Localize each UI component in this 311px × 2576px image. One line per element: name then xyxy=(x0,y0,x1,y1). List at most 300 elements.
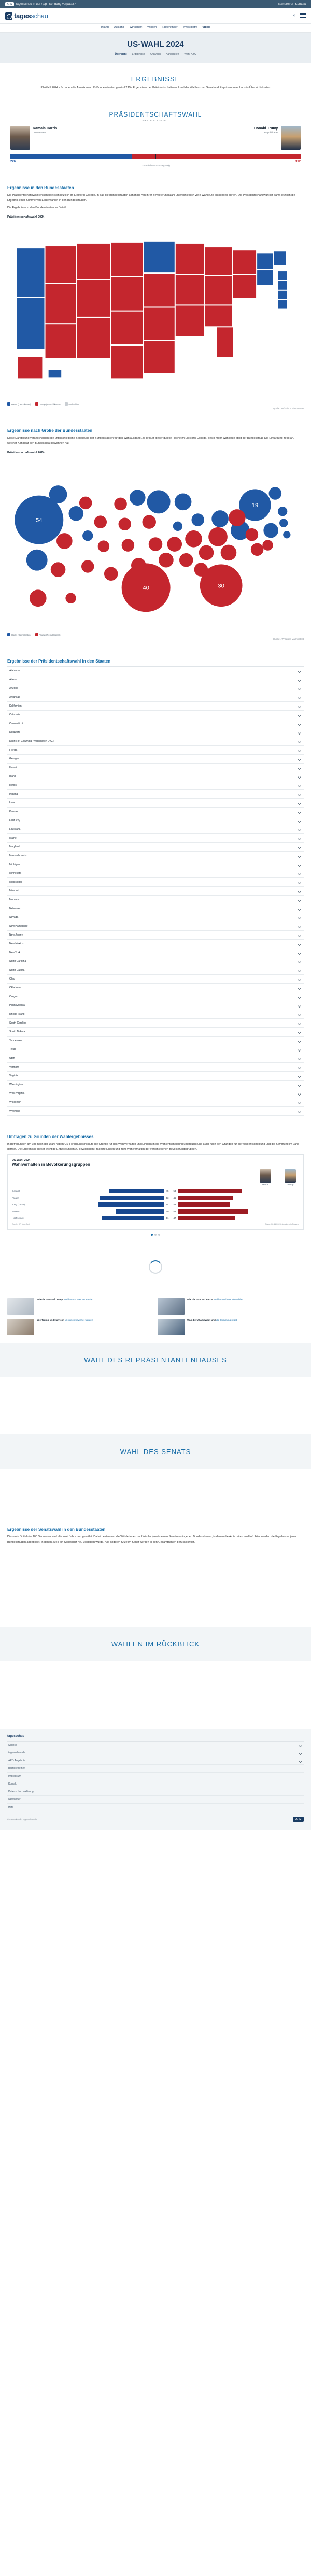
chart-bar-row xyxy=(12,1215,299,1221)
footer-item-tagesschau[interactable] xyxy=(7,1749,304,1757)
teaser-lead: Was die USA bewegt und xyxy=(187,1319,216,1322)
svg-text:30: 30 xyxy=(218,583,224,589)
footer-item-kontakt[interactable] xyxy=(7,1780,304,1788)
chart-footer xyxy=(12,1223,299,1225)
chevron-down-icon xyxy=(298,898,301,902)
chevron-down-icon xyxy=(298,933,301,937)
chart-value-trump: 53 xyxy=(173,1190,176,1193)
footer-item-label: Impressum xyxy=(8,1775,21,1778)
candidate-party-trump: Republikaner xyxy=(264,131,278,134)
state-label: Kentucky xyxy=(9,819,20,823)
chart-category-label: Gesamt xyxy=(12,1190,20,1193)
candidate-party-harris: Demokraten xyxy=(33,131,46,134)
teaser-item[interactable] xyxy=(7,1319,153,1335)
chevron-down-icon xyxy=(298,687,301,690)
state-label: Montana xyxy=(9,898,20,902)
state-row-iowa[interactable] xyxy=(7,799,304,808)
footer-item-label: Newsletter xyxy=(8,1798,21,1802)
chart-legend-harris xyxy=(260,1169,271,1186)
state-row-kalifornien[interactable] xyxy=(7,702,304,711)
nav-item-ausland[interactable]: Ausland xyxy=(114,26,124,29)
chevron-down-icon xyxy=(298,819,301,823)
chevron-down-icon xyxy=(298,969,301,972)
state-row-colorado[interactable] xyxy=(7,711,304,719)
state-label: Wyoming xyxy=(9,1110,20,1113)
state-label: South Dakota xyxy=(9,1030,25,1034)
state-label: Missouri xyxy=(9,889,19,893)
chevron-down-icon xyxy=(298,713,301,717)
states-heading: Ergebnisse der Präsidentschaftswahl in den Staaten xyxy=(7,659,111,664)
chevron-down-icon xyxy=(298,854,301,858)
electoral-bar-rep xyxy=(132,154,301,159)
masthead-right xyxy=(293,13,306,18)
state-label: Connecticut xyxy=(9,722,23,726)
chart-bars xyxy=(12,1188,299,1221)
chevron-down-icon xyxy=(299,1744,302,1747)
teaser-item[interactable] xyxy=(7,1298,153,1315)
state-row-illinois[interactable] xyxy=(7,781,304,790)
teaser-text: Wählen und was sie wählte xyxy=(213,1298,243,1301)
state-row-montana[interactable] xyxy=(7,896,304,904)
nav-item-wissen[interactable]: Wissen xyxy=(147,26,157,29)
chevron-down-icon xyxy=(298,837,301,840)
legend-swatch-rep xyxy=(35,402,38,406)
electoral-bar-wrap xyxy=(7,150,304,167)
state-row-arkansas[interactable] xyxy=(7,693,304,702)
legend-label-open: noch offen xyxy=(68,402,79,406)
chevron-down-icon xyxy=(298,775,301,779)
chevron-down-icon xyxy=(298,704,301,708)
svg-text:40: 40 xyxy=(143,585,149,592)
chevron-down-icon xyxy=(298,1101,301,1104)
page-title: US-WAHL 2024 xyxy=(127,40,184,49)
state-label: Arizona xyxy=(9,687,18,690)
state-row-west-virginia[interactable] xyxy=(7,1089,304,1098)
senate-states-heading: Ergebnisse der Senatswahl in den Bundesstaaten xyxy=(7,1527,106,1532)
chevron-down-icon xyxy=(298,1083,301,1087)
chart-kicker: US-Wahl 2024 xyxy=(12,1159,31,1162)
nav-item-inland[interactable]: Inland xyxy=(101,26,109,29)
nav-item-video[interactable]: Video xyxy=(202,26,210,29)
state-label: Washington xyxy=(9,1083,23,1087)
chart-legend-label-harris: Harris xyxy=(262,1183,268,1186)
state-row-utah[interactable] xyxy=(7,1054,304,1063)
ard-logo-chip[interactable]: ARD xyxy=(5,2,14,6)
chevron-down-icon xyxy=(298,951,301,955)
results-section xyxy=(0,63,311,99)
state-row-kansas[interactable] xyxy=(7,808,304,816)
state-row-ohio[interactable] xyxy=(7,975,304,984)
state-row-minnesota[interactable] xyxy=(7,869,304,878)
utility-bar xyxy=(0,0,311,8)
chart-value-harris: 51 xyxy=(166,1217,169,1220)
electoral-heading: Ergebnisse in den Bundesstaaten xyxy=(7,185,74,190)
footer-bottom xyxy=(7,1817,304,1822)
survey-section xyxy=(0,1123,311,1343)
site-logo[interactable] xyxy=(5,12,48,20)
state-label: Alaska xyxy=(9,678,18,682)
bubble-map-section xyxy=(0,417,311,647)
state-label: Texas xyxy=(9,1048,17,1052)
chevron-down-icon xyxy=(298,1004,301,1008)
state-row-missouri[interactable] xyxy=(7,887,304,896)
chevron-down-icon xyxy=(298,942,301,946)
footer-item-hilfe[interactable] xyxy=(7,1804,304,1811)
state-label: New Hampshire xyxy=(9,925,28,928)
teaser-thumbnail xyxy=(158,1298,185,1315)
state-label: Oklahoma xyxy=(9,986,21,990)
chart-value-trump: 45 xyxy=(173,1197,176,1200)
state-label: Minnesota xyxy=(9,872,22,875)
state-row-connecticut[interactable] xyxy=(7,719,304,728)
chevron-down-icon xyxy=(298,1057,301,1060)
electoral-vote-numbers xyxy=(10,160,301,163)
teaser-thumbnail xyxy=(7,1298,34,1315)
review-title: WAHLEN IM RÜCKBLICK xyxy=(111,1640,200,1648)
chevron-down-icon xyxy=(298,722,301,726)
subnav-item-wahlabc[interactable]: Wahl-ABC xyxy=(184,53,196,56)
chevron-down-icon xyxy=(298,801,301,805)
state-label: Iowa xyxy=(9,801,15,805)
chart-value-harris: 53 xyxy=(166,1197,169,1200)
chart-category-label: Frauen xyxy=(12,1197,19,1200)
footer xyxy=(0,1729,311,1830)
chart-source: Quelle: AP VoteCast xyxy=(12,1223,30,1226)
state-row-michigan[interactable] xyxy=(7,860,304,869)
state-row-new-mexico[interactable] xyxy=(7,940,304,948)
footer-item-impressum[interactable] xyxy=(7,1773,304,1780)
chevron-down-icon xyxy=(298,740,301,743)
state-label: Nevada xyxy=(9,916,19,919)
footer-item-label: Datenschutzerklärung xyxy=(8,1790,34,1794)
chevron-down-icon xyxy=(298,669,301,673)
candidate-photo-harris xyxy=(10,126,30,150)
states-section xyxy=(0,647,311,1123)
footer-item-datenschutz[interactable] xyxy=(7,1788,304,1796)
chevron-down-icon xyxy=(298,916,301,919)
state-row-vermont[interactable] xyxy=(7,1063,304,1072)
chart-category-label: Hochschule xyxy=(12,1217,24,1220)
chevron-down-icon xyxy=(298,872,301,875)
state-label: Oregon xyxy=(9,995,18,999)
map2-label: Präsidentschaftswahl 2024 xyxy=(7,451,45,455)
state-label: Vermont xyxy=(9,1066,19,1069)
state-row-nebraska[interactable] xyxy=(7,904,304,913)
electoral-votes-harris: 226 xyxy=(10,160,16,163)
footer-item-label: ARD Angebote xyxy=(8,1759,26,1763)
map1-label: Präsidentschaftswahl 2024 xyxy=(7,215,45,219)
chart-category-label: Männer xyxy=(12,1210,20,1213)
state-row-new-hampshire[interactable] xyxy=(7,922,304,931)
state-label: South Carolina xyxy=(9,1021,27,1025)
candidate-harris xyxy=(10,126,144,150)
state-row-alabama[interactable] xyxy=(7,667,304,675)
state-label: Florida xyxy=(9,749,18,752)
electoral-vote-bar xyxy=(10,154,301,159)
logo-light: schau xyxy=(31,12,48,20)
state-row-delaware[interactable] xyxy=(7,728,304,737)
chart-title: Wahlverhalten in Bevölkerungsgruppen xyxy=(12,1162,90,1168)
state-row-oklahoma[interactable] xyxy=(7,984,304,992)
states-accordion xyxy=(7,666,304,1116)
utility-link-app[interactable]: tagesschau in der App xyxy=(16,3,47,6)
state-label: Ohio xyxy=(9,977,15,981)
bubble-paragraph: Diese Darstellung veranschaulicht die unterschiedliche Bedeutung der Bundesstaaten für den Wahlausgang. Je größer dieser dunkle Fläche im Electoral College, desto mehr Wahlleute stellt der Bundesstaat. Die Einfärbung zeigt an, welcher Kandidat den Bundesstaat gewonnen hat. xyxy=(7,437,294,445)
state-row-south-dakota[interactable] xyxy=(7,1028,304,1037)
utility-link-sendung[interactable]: Sendung verpasst? xyxy=(49,3,76,6)
main-navigation xyxy=(0,24,311,33)
state-row-dc[interactable] xyxy=(7,737,304,746)
chevron-down-icon xyxy=(298,1048,301,1052)
state-label: North Carolina xyxy=(9,960,26,963)
teaser-lead: Wie die USA auf Harris xyxy=(187,1298,213,1301)
state-label: Delaware xyxy=(9,731,21,735)
subnav-item-analysen[interactable]: Analysen xyxy=(150,53,161,56)
footer-item-newsletter[interactable] xyxy=(7,1796,304,1804)
map2-source: Quelle: AP/Edison via Infratest xyxy=(273,638,304,641)
electoral-explainer xyxy=(0,174,311,417)
footer-item-label: Kontakt xyxy=(8,1782,17,1786)
chevron-down-icon xyxy=(298,731,301,735)
chevron-down-icon xyxy=(298,960,301,963)
footer-item-ard-angebote[interactable] xyxy=(7,1757,304,1765)
state-label: Maine xyxy=(9,837,17,840)
senate-states-section xyxy=(0,1516,311,1554)
state-row-indiana[interactable] xyxy=(7,790,304,799)
state-label: Indiana xyxy=(9,793,18,796)
copyright: © ARD-aktuell / tagesschau.de xyxy=(7,1818,37,1821)
state-row-wyoming[interactable] xyxy=(7,1107,304,1116)
footer-item-service[interactable] xyxy=(7,1742,304,1749)
house-title: WAHL DES REPRÄSENTANTENHAUSES xyxy=(84,1356,227,1364)
chart-stand: Stand: 06.11.2024, Angaben in Prozent xyxy=(264,1223,299,1226)
state-row-new-york[interactable] xyxy=(7,948,304,957)
legend2-swatch-dem xyxy=(7,633,10,636)
logo-bold: tages xyxy=(14,12,31,20)
chevron-down-icon xyxy=(298,1074,301,1078)
chevron-down-icon xyxy=(298,995,301,999)
subnav-item-uebersicht[interactable]: Übersicht xyxy=(115,53,127,56)
chevron-down-icon xyxy=(298,678,301,682)
state-row-mississippi[interactable] xyxy=(7,878,304,887)
teaser-text: die Stimmung prägt xyxy=(216,1319,237,1322)
state-label: Kalifornien xyxy=(9,704,22,708)
state-row-kentucky[interactable] xyxy=(7,816,304,825)
teaser-text: Vergleich bewertet werden xyxy=(65,1319,93,1322)
footer-item-label: Barrierefreiheit xyxy=(8,1767,25,1771)
chevron-down-icon xyxy=(298,881,301,884)
legend2-swatch-rep xyxy=(35,633,38,636)
state-row-south-carolina[interactable] xyxy=(7,1019,304,1028)
nav-item-faktenfinder[interactable]: Faktenfinder xyxy=(162,26,178,29)
state-label: District of Columbia (Washington D.C.) xyxy=(9,740,54,743)
chevron-down-icon xyxy=(298,977,301,981)
section-subnav xyxy=(0,53,311,56)
legend2-label-rep: Trump (Republikaner) xyxy=(39,633,61,636)
state-row-florida[interactable] xyxy=(7,746,304,755)
state-label: Pennsylvania xyxy=(9,1004,25,1008)
chevron-down-icon xyxy=(298,925,301,928)
state-row-oregon[interactable] xyxy=(7,992,304,1001)
state-row-nevada[interactable] xyxy=(7,913,304,922)
chart-bar-row xyxy=(12,1195,299,1201)
house-section xyxy=(0,1343,311,1377)
state-label: Louisiana xyxy=(9,828,21,831)
nav-item-investigativ[interactable]: Investigativ xyxy=(182,26,197,29)
menu-icon[interactable] xyxy=(300,13,306,18)
map1-source: Quelle: AP/Edison via Infratest xyxy=(273,407,304,410)
electoral-paragraph-2: Die Ergebnisse in den Bundesstaaten im Detail: xyxy=(7,206,67,209)
state-label: New York xyxy=(9,951,21,955)
electoral-bar-dem xyxy=(10,154,132,159)
senate-title: WAHL DES SENATS xyxy=(120,1448,191,1456)
svg-text:19: 19 xyxy=(251,502,259,509)
state-row-maryland[interactable] xyxy=(7,843,304,852)
state-label: Illinois xyxy=(9,784,17,787)
ard-logo[interactable]: ARD xyxy=(293,1817,304,1822)
teaser-item[interactable] xyxy=(158,1298,304,1315)
legend-label-rep: Trump (Republikaner) xyxy=(39,402,61,406)
teaser-thumbnail xyxy=(158,1319,185,1335)
state-label: Kansas xyxy=(9,810,18,814)
state-label: New Mexico xyxy=(9,942,24,946)
survey-heading: Umfragen zu Gründen der Wahlergebnisses xyxy=(7,1134,94,1140)
teaser-item[interactable] xyxy=(158,1319,304,1335)
state-row-new-jersey[interactable] xyxy=(7,931,304,940)
page-header xyxy=(0,33,311,63)
legend-label-dem: Harris (Demokraten) xyxy=(11,402,31,406)
state-row-wisconsin[interactable] xyxy=(7,1098,304,1107)
chart-photo-trump xyxy=(285,1169,296,1183)
state-label: Massachusetts xyxy=(9,854,27,858)
chevron-down-icon xyxy=(298,757,301,761)
teaser-lead: Wie Trump und Harris in xyxy=(37,1319,65,1322)
chart-value-harris: 40 xyxy=(166,1210,169,1213)
chart-legend xyxy=(12,1169,299,1186)
state-label: Wisconsin xyxy=(9,1101,21,1104)
voter-groups-chart[interactable] xyxy=(7,1154,304,1230)
legend-swatch-open xyxy=(65,402,68,406)
chevron-down-icon xyxy=(298,696,301,699)
state-label: Idaho xyxy=(9,775,16,779)
chart-bar-row xyxy=(12,1202,299,1207)
state-row-rhode-island[interactable] xyxy=(7,1010,304,1019)
state-row-idaho[interactable] xyxy=(7,772,304,781)
state-row-tennessee[interactable] xyxy=(7,1037,304,1045)
majority-note: 270 Wahlleute zum Sieg nötig xyxy=(141,164,170,167)
state-label: Nebraska xyxy=(9,907,21,911)
senate-section xyxy=(0,1434,311,1469)
state-row-pennsylvania[interactable] xyxy=(7,1001,304,1010)
senate-states-paragraph: Diese ein Drittel der 100 Senatoren wird alle zwei Jahre neu gewählt. Dabei bestimmen die Wählerinnen und Wähler jeweils einen Senatoren in jenen Bundesstaaten, in denen die Amtszeiten ausläuft. Hier werden die Ergebnisse jener Bundesstaaten abgebildet, in denen 2024 ein Senatssitz neu vergeben wurde. Alle anderen Sitze im Senat werden in den Gesamtzahlen berücksichtigt. xyxy=(7,1535,296,1544)
chevron-down-icon xyxy=(298,1013,301,1016)
chart-value-harris: 45 xyxy=(166,1190,169,1193)
state-row-georgia[interactable] xyxy=(7,755,304,764)
teaser-text: Wählen und was sie wählte xyxy=(63,1298,93,1301)
review-section xyxy=(0,1627,311,1661)
teaser-lead: Wie die USA auf Trump xyxy=(37,1298,63,1301)
state-row-hawaii[interactable] xyxy=(7,764,304,772)
state-row-arizona[interactable] xyxy=(7,684,304,693)
chart-category-label: Jung (18-29) xyxy=(12,1203,25,1206)
footer-item-barrierefreiheit[interactable] xyxy=(7,1765,304,1773)
us-bubble-map[interactable] xyxy=(7,456,304,631)
state-row-washington[interactable] xyxy=(7,1081,304,1089)
masthead xyxy=(0,8,311,24)
utility-left xyxy=(5,2,76,6)
state-row-alaska[interactable] xyxy=(7,675,304,684)
svg-text:54: 54 xyxy=(36,517,43,524)
map2-legend xyxy=(7,633,304,636)
nav-item-wirtschaft[interactable]: Wirtschaft xyxy=(129,26,143,29)
state-label: Alabama xyxy=(9,669,20,673)
state-row-north-dakota[interactable] xyxy=(7,966,304,975)
chevron-down-icon xyxy=(298,784,301,787)
map1-legend xyxy=(7,402,304,406)
state-row-maine[interactable] xyxy=(7,834,304,843)
state-label: Michigan xyxy=(9,863,20,867)
candidate-row xyxy=(7,126,304,150)
legend-swatch-dem xyxy=(7,402,10,406)
chevron-down-icon xyxy=(298,1030,301,1034)
chevron-down-icon xyxy=(298,793,301,796)
chart-value-trump: 47 xyxy=(173,1217,176,1220)
search-icon[interactable]: ⚲ xyxy=(293,15,295,18)
state-row-massachusetts[interactable] xyxy=(7,852,304,860)
bubble-heading: Ergebnisse nach Größe der Bundesstaaten xyxy=(7,428,93,434)
state-label: Rhode Island xyxy=(9,1013,25,1016)
utility-link-kontakt[interactable]: Kontakt xyxy=(295,3,306,6)
chevron-down-icon xyxy=(298,810,301,814)
state-row-virginia[interactable] xyxy=(7,1072,304,1081)
loading-spinner-icon xyxy=(149,1260,162,1274)
us-choropleth-map[interactable] xyxy=(7,221,304,400)
state-label: Virginia xyxy=(9,1074,18,1078)
state-label: Maryland xyxy=(9,845,20,849)
utility-right xyxy=(278,3,306,6)
footer-list xyxy=(7,1741,304,1811)
chart-bar-row xyxy=(12,1208,299,1214)
chevron-down-icon xyxy=(298,1110,301,1113)
chart-legend-label-trump: Trump xyxy=(287,1183,294,1186)
results-intro: US-Wahl 2024 - Schaben die Amerikaner US-Bundesstaaten gewählt? Die Ergebnisse der Präsidentschaftswahl und der Wahlen zum Senat und Repräsentantenhaus in Übersichtskarten. xyxy=(40,86,271,89)
state-row-louisiana[interactable] xyxy=(7,825,304,834)
state-label: Utah xyxy=(9,1057,15,1060)
loading-area xyxy=(7,1236,304,1298)
presidential-timestamp: Stand: 20.12.2024, 08:11 xyxy=(142,119,169,122)
chart-bar-row xyxy=(12,1188,299,1194)
state-label: Tennessee xyxy=(9,1039,22,1043)
results-title: ERGEBNISSE xyxy=(131,75,180,83)
tagesschau-mark-icon xyxy=(5,12,12,20)
utility-link-barrierefrei[interactable]: Barrierefrei xyxy=(277,3,293,6)
state-row-north-carolina[interactable] xyxy=(7,957,304,966)
chevron-down-icon xyxy=(299,1751,302,1755)
chevron-down-icon xyxy=(298,766,301,770)
subnav-item-kandidaten[interactable]: Kandidaten xyxy=(166,53,179,56)
state-label: Colorado xyxy=(9,713,20,717)
state-label: Georgia xyxy=(9,757,19,761)
state-row-texas[interactable] xyxy=(7,1045,304,1054)
state-label: Arkansas xyxy=(9,696,20,699)
survey-paragraph: In Befragungen am und nach der Wahl haben US-Forschungsinstitute die Gründe für das Wahlverhalten und Einblick in die Wahlentscheidung untersucht und auch nach den Gründen für die Wahlentscheidung und die Stimmung im Land gefragt. Die Ergebnisse dieser wichtige Entwicklungen zu gewichtigen Fragestellungen und zum Wahlverhalten der verschiedenen Bevölkerungsgruppen. xyxy=(7,1143,300,1152)
chart-legend-trump xyxy=(285,1169,296,1186)
state-label: Hawaii xyxy=(9,766,18,770)
chevron-down-icon xyxy=(298,907,301,911)
subnav-item-ergebnisse[interactable]: Ergebnisse xyxy=(132,53,145,56)
electoral-votes-trump: 312 xyxy=(295,160,301,163)
footer-item-label: Service xyxy=(8,1744,17,1747)
